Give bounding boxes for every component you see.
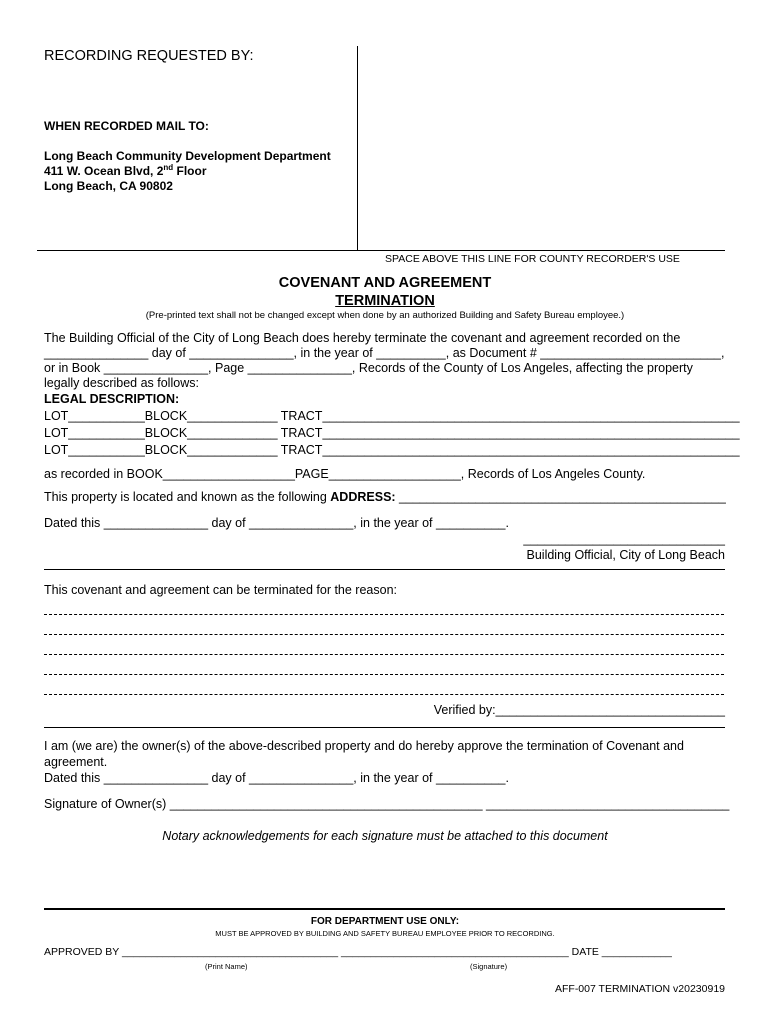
section-divider xyxy=(44,727,725,728)
must-approve-note: MUST BE APPROVED BY BUILDING AND SAFETY BUREAU EMPLOYEE PRIOR TO RECORDING. xyxy=(215,929,555,938)
page-subtitle: TERMINATION xyxy=(335,293,435,309)
terminate-text-line2: _______________ day of _______________, in the year of __________, as Document # __________________________, xyxy=(44,346,725,360)
header-divider-vertical xyxy=(357,46,358,250)
signature-caption: (Signature) xyxy=(470,962,508,971)
approved-by-line[interactable]: APPROVED BY _____________________________________ _______________________________________ DATE ____________ xyxy=(44,946,672,958)
reason-line[interactable] xyxy=(44,634,724,635)
owners-text-line1: I am (we are) the owner(s) of the above-described property and do hereby approve the termination of Covenant and xyxy=(44,739,684,753)
lot-row[interactable]: LOT___________BLOCK_____________ TRACT____________________________________________________________ xyxy=(44,443,740,457)
recorder-note: SPACE ABOVE THIS LINE FOR COUNTY RECORDER'S USE xyxy=(385,253,680,265)
lot-row[interactable]: LOT___________BLOCK_____________ TRACT____________________________________________________________ xyxy=(44,409,740,423)
lot-row[interactable]: LOT___________BLOCK_____________ TRACT____________________________________________________________ xyxy=(44,426,740,440)
official-title: Building Official, City of Long Beach xyxy=(526,548,725,562)
print-name-caption: (Print Name) xyxy=(205,962,248,971)
dept-use-label: FOR DEPARTMENT USE ONLY: xyxy=(310,916,460,927)
page-title: COVENANT AND AGREEMENT xyxy=(278,275,492,291)
mail-to-label: WHEN RECORDED MAIL TO: xyxy=(44,119,209,133)
reason-line[interactable] xyxy=(44,694,724,695)
property-address-field[interactable]: This property is located and known as the following ADDRESS: _______________________________________________ xyxy=(44,490,726,504)
dept-address: 411 W. Ocean Blvd, 2nd Floor xyxy=(44,163,207,178)
legal-description-label: LEGAL DESCRIPTION: xyxy=(44,392,180,406)
owner-signature-line[interactable]: Signature of Owner(s) _____________________________________________ ___________________________________ xyxy=(44,797,730,811)
section-divider xyxy=(44,569,725,570)
dated-official[interactable]: Dated this _______________ day of _______________, in the year of __________. xyxy=(44,516,509,530)
reason-line[interactable] xyxy=(44,654,724,655)
preprinted-note: (Pre-printed text shall not be changed except when done by an authorized Building and Safety Bureau employee.) xyxy=(145,310,625,321)
verified-by[interactable]: Verified by:_________________________________ xyxy=(433,703,725,717)
recording-requested-label: RECORDING REQUESTED BY: xyxy=(44,48,254,64)
recorded-in-book[interactable]: as recorded in BOOK___________________PAGE___________________, Records of Los Angeles County. xyxy=(44,467,646,481)
notary-note: Notary acknowledgements for each signature must be attached to this document xyxy=(162,829,608,843)
dept-name: Long Beach Community Development Department xyxy=(44,149,331,163)
official-signature-line[interactable]: _____________________________ xyxy=(523,532,725,546)
terminate-text-line1: The Building Official of the City of Long Beach does hereby terminate the covenant and agreement recorded on the xyxy=(44,331,681,345)
recorder-line xyxy=(37,250,725,251)
terminate-text-line4: legally described as follows: xyxy=(44,376,199,390)
owners-text-line2: agreement. xyxy=(44,755,108,769)
dated-owner[interactable]: Dated this _______________ day of _______________, in the year of __________. xyxy=(44,771,509,785)
form-id: AFF-007 TERMINATION v20230919 xyxy=(554,983,725,995)
footer-divider xyxy=(44,908,725,910)
reason-line[interactable] xyxy=(44,674,724,675)
reason-line[interactable] xyxy=(44,614,724,615)
terminate-text-line3: or in Book _______________, Page _______________, Records of the County of Los Angeles, affecting the property xyxy=(44,361,693,375)
dept-city: Long Beach, CA 90802 xyxy=(44,179,173,193)
reason-label: This covenant and agreement can be terminated for the reason: xyxy=(44,583,397,597)
